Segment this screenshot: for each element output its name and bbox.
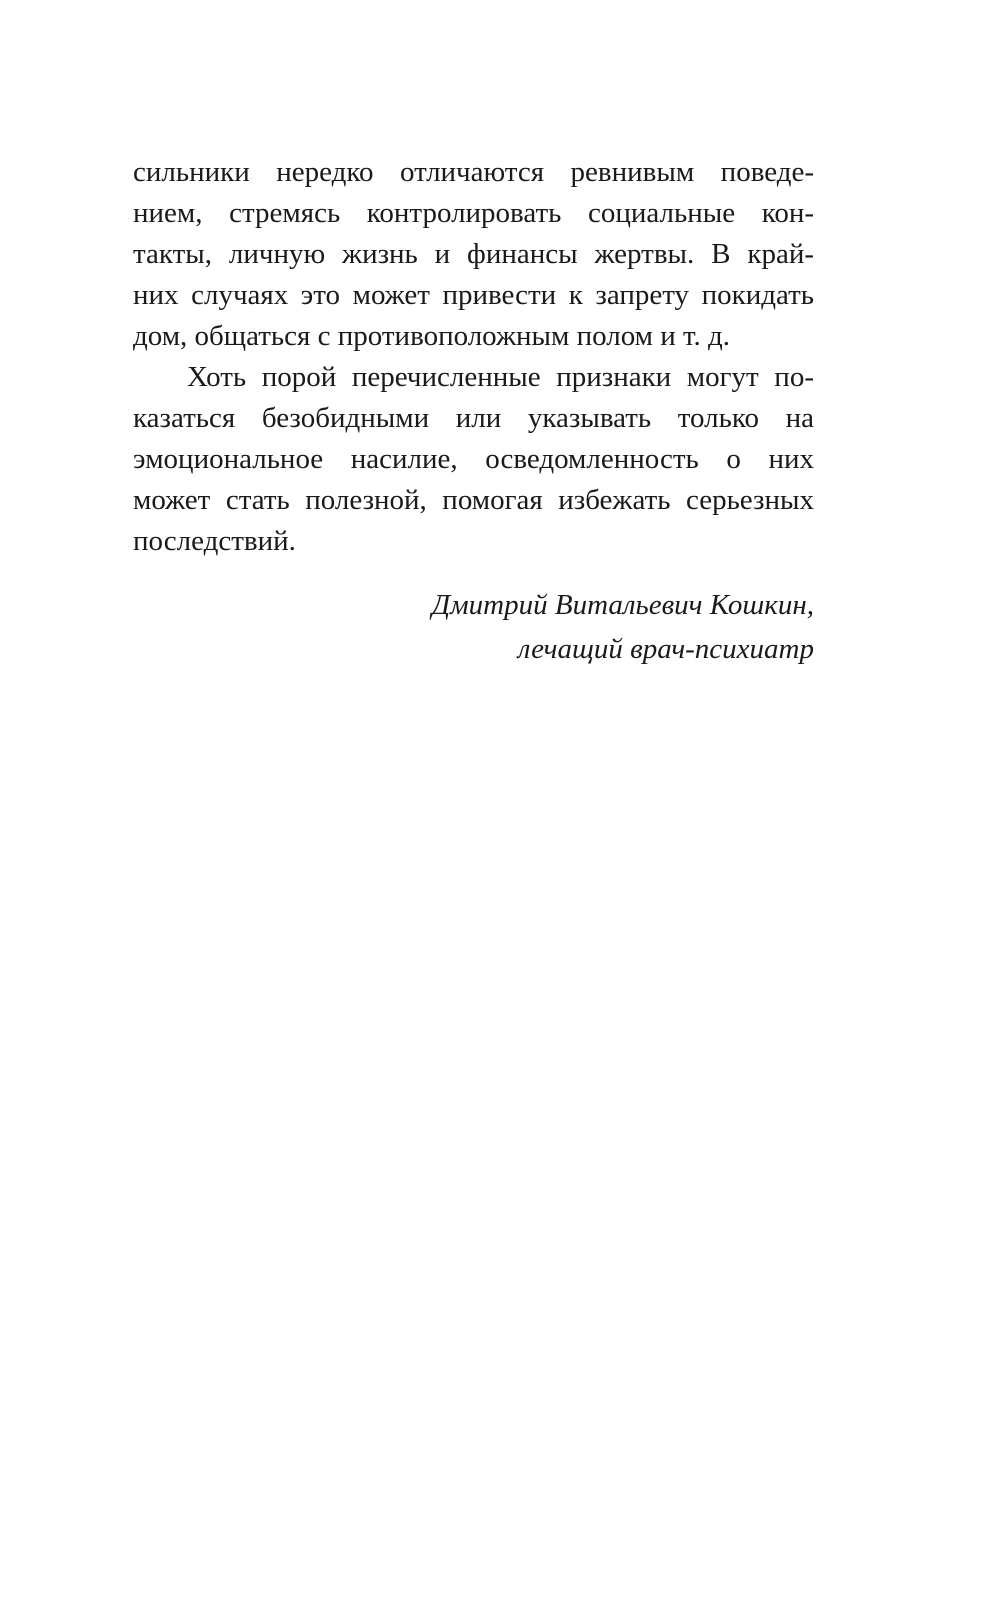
author-name: Дмитрий Витальевич Кошкин,	[431, 589, 814, 621]
text-line: эмоциональное насилие, осведомленность о них	[133, 443, 814, 475]
author-role: лечащий врач-психиатр	[517, 633, 814, 665]
text-line: них случаях это может привести к запрету покидать	[133, 279, 814, 311]
text-line: последствий.	[133, 525, 296, 557]
paragraph-1	[133, 152, 814, 357]
text-line: может стать полезной, помогая избежать серьезных	[133, 484, 814, 516]
author-signature	[133, 583, 814, 671]
text-line: сильники нередко отличаются ревнивым поведе-	[133, 156, 814, 188]
paragraph-2	[133, 357, 814, 562]
text-line: нием, стремясь контролировать социальные кон-	[133, 197, 814, 229]
text-line: дом, общаться с противоположным полом и т. д.	[133, 320, 731, 352]
body-text	[133, 152, 814, 562]
text-line: казаться безобидными или указывать только на	[133, 402, 814, 434]
text-line: такты, личную жизнь и финансы жертвы. В край-	[133, 238, 814, 270]
text-line: Хоть порой перечисленные признаки могут по-	[187, 361, 814, 393]
